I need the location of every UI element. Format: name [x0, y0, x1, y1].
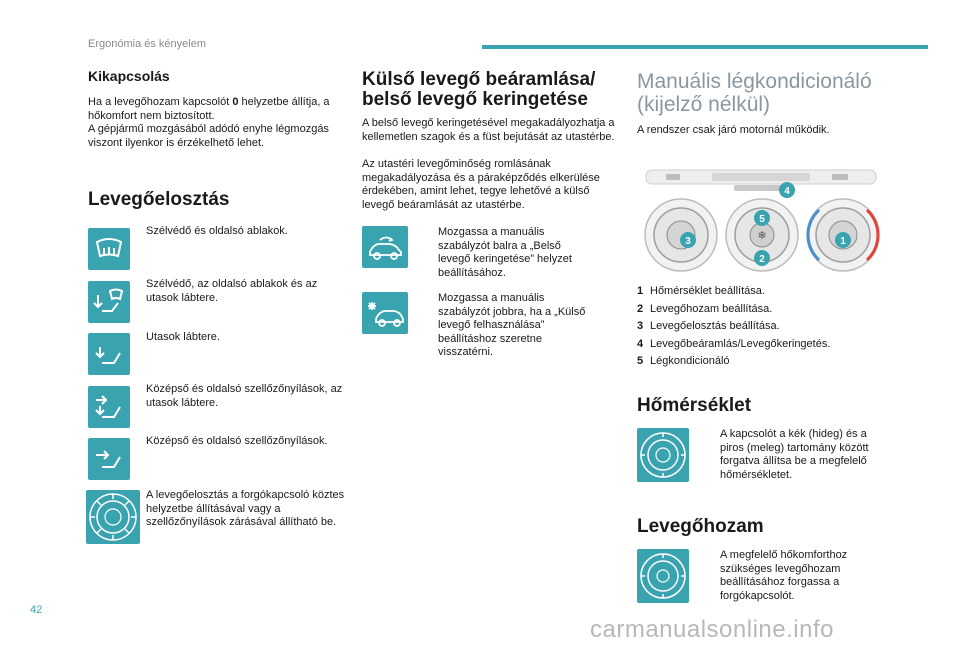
svg-text:❄: ❄ [757, 229, 767, 242]
ac-control-panel [636, 168, 886, 280]
ac-intro: A rendszer csak járó motornál működik. [637, 124, 830, 136]
recirculation-bullet [418, 226, 618, 286]
dist-item-6-text: A levegőelosztás a forgókapcsoló köztes helyzetbe állításával vagy a szellőzőnyílások zárásával állítható be. [146, 489, 345, 528]
off-title: Kikapcsolás [88, 68, 170, 84]
dist-item-1-text: Szélvédő és oldalsó ablakok. [146, 225, 288, 237]
temperature-title: Hőmérséklet [637, 395, 752, 416]
callout-5: 5 [759, 214, 765, 225]
distribution-knob-icon [86, 490, 140, 544]
dist-item-2-text: Szélvédő, az oldalsó ablakok és az utasok lábtere. [146, 278, 318, 304]
legend-item: 2 Levegőhozam beállítása. [637, 302, 773, 315]
legend-item: 5 Légkondicionáló [637, 355, 730, 367]
distribution-title: Levegőelosztás [88, 189, 230, 210]
outside-air-text: Mozgassa a manuális szabályzót jobbra, ha a „Külső levegő felhasználása” beállításhoz szeretne visszatérni. [438, 292, 586, 358]
watermark: carmanualsonline.info [590, 616, 834, 643]
air-intake-intro-2: Az utastéri levegőminőség romlásának megakadályozása és a páraképződés elkerülése érdekében, amint lehet, tegye lehetővé a külső levegő beáramlását az utastérbe. [362, 158, 600, 211]
page-number: 42 [30, 604, 43, 616]
header-bar [482, 45, 928, 49]
dist-item-5-text: Középső és oldalsó szellőzőnyílások. [146, 435, 328, 447]
air-intake-title-2: belső levegő keringetése [362, 89, 588, 110]
windshield-feet-icon [88, 281, 130, 323]
legend-item: 3 Levegőelosztás beállítása. [637, 320, 780, 332]
windshield-defrost-icon [88, 228, 130, 270]
air-intake-title-1: Külső levegő beáramlása/ [362, 69, 596, 90]
outside-air-icon [362, 292, 408, 334]
airflow-text: A megfelelő hőkomforthoz szükséges levegőhozam beállításához forgassa a forgókapcsolót. [720, 549, 848, 602]
callout-3: 3 [685, 236, 691, 247]
section-header: Ergonómia és kényelem [88, 38, 207, 50]
airflow-bullet [700, 549, 890, 609]
ac-title-2: (kijelző nélkül) [637, 93, 771, 116]
outside-air-bullet [418, 292, 618, 367]
callout-4: 4 [784, 186, 790, 197]
recirculation-icon [362, 226, 408, 268]
off-text: Ha a levegőhozam kapcsolót 0 helyzetbe állítja, a hőkomfort nem biztosított. [88, 96, 330, 122]
temperature-bullet [700, 428, 890, 488]
dist-item-4-text: Középső és oldalsó szellőzőnyílások, az utasok lábtere. [146, 383, 343, 409]
airflow-knob-icon [637, 549, 689, 603]
dist-item-3-text: Utasok lábtere. [146, 331, 220, 343]
air-intake-intro-1: A belső levegő keringetésével megakadályozhatja a kellemetlen szagok és a füst bejutását az utastérbe. [362, 117, 615, 143]
callout-1: 1 [840, 236, 846, 247]
off-text-2: A gépjármű mozgásából adódó enyhe légmozgás viszont ilyenkor is érzékelhető lehet. [88, 123, 329, 149]
legend-item: 1 Hőmérséklet beállítása. [637, 285, 765, 297]
temperature-text: A kapcsolót a kék (hideg) és a piros (meleg) tartomány között forgatva állítsa be a megfelelő hőmérsékletet. [720, 428, 869, 481]
callout-2: 2 [759, 254, 765, 265]
airflow-title: Levegőhozam [637, 516, 764, 537]
vents-icon [88, 438, 130, 480]
panel-legend [637, 283, 887, 371]
vents-feet-icon [88, 386, 130, 428]
recirculation-text: Mozgassa a manuális szabályzót balra a „Belső levegő keringetése” helyzet beállításához. [438, 226, 572, 279]
feet-icon [88, 333, 130, 375]
legend-item: 4 Levegőbeáramlás/Levegőkeringetés. [637, 337, 831, 350]
ac-title-1: Manuális légkondicionáló [637, 70, 872, 93]
temperature-knob-icon [637, 428, 689, 482]
